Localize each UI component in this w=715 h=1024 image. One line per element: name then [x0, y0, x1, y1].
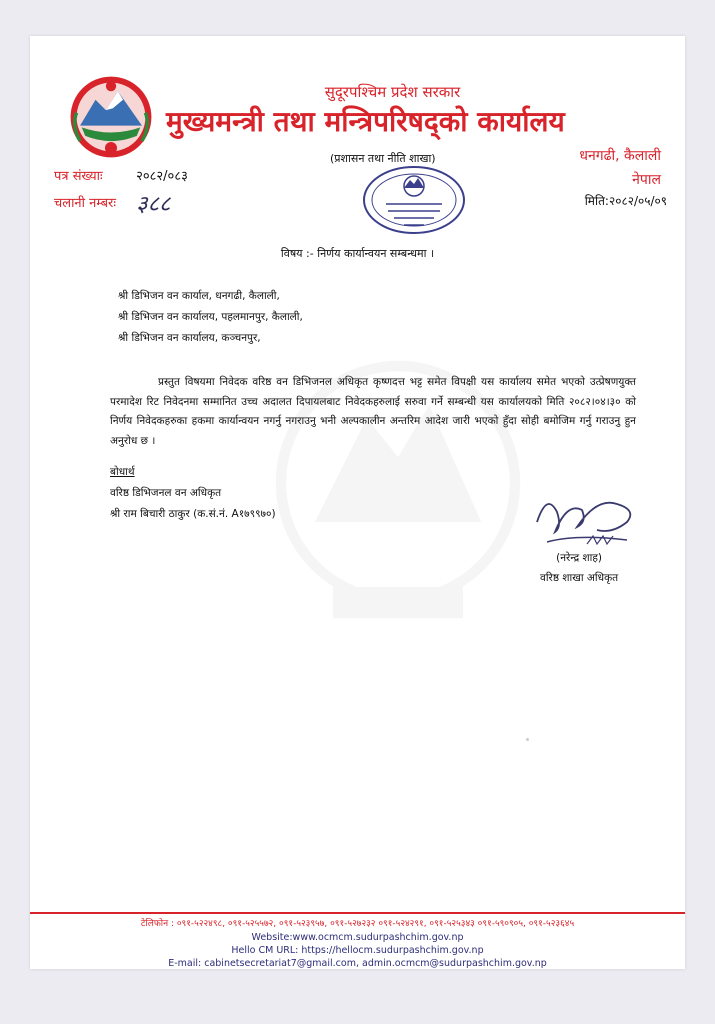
footer-divider [30, 912, 685, 914]
location-country: नेपाल [632, 172, 661, 188]
cc-line: श्री राम बिचारी ठाकुर (क.सं.नं. A१७९९७०) [110, 508, 276, 520]
footer-phones: टेलिफोन : ०९१-५२२४९८, ०९१-५२५५७२, ०९१-५२३९५७, ०९१-५२७२३२ ०९१-५२४२९१, ०९१-५२५३४३ ०९१-५९०९०५, ०९१-५२३६४५ [140, 919, 575, 929]
signature-image [527, 482, 647, 552]
cc-heading: बोधार्थ [110, 466, 135, 478]
speck [526, 738, 529, 741]
dispatch-number-value: ३८८ [136, 192, 171, 217]
signatory [540, 548, 618, 588]
office-title: मुख्यमन्त्री तथा मन्त्रिपरिषद्को कार्यालय [166, 105, 565, 138]
recipient-item: श्री डिभिजन वन कार्यालय, कञ्चनपुर, [118, 332, 261, 344]
letter-number [54, 166, 188, 184]
footer-email: E-mail: cabinetsecretariat7@gmail.com, admin.ocmcm@sudurpashchim.gov.np [168, 958, 547, 969]
signatory-title: वरिष्ठ शाखा अधिकृत [540, 572, 619, 584]
letter-number-value: २०८२/०८३ [136, 169, 188, 184]
footer-website: Website:www.ocmcm.sudurpashchim.gov.np [251, 932, 464, 943]
cc-line: वरिष्ठ डिभिजनल वन अधिकृत [110, 487, 222, 499]
official-seal-icon [360, 164, 468, 236]
dispatch-number-label: चलानी नम्बरः [54, 195, 116, 211]
dispatch-number [54, 188, 170, 218]
letter-body [110, 373, 636, 451]
recipient-item: श्री डिभिजन वन कार्याल, धनगढी, कैलाली, [118, 290, 280, 302]
cc-section [110, 462, 276, 525]
signatory-name: (नरेन्द्र शाह) [556, 552, 603, 564]
footer [30, 918, 685, 969]
recipient-item: श्री डिभिजन वन कार्यालय, पहलमानपुर, कैलाली, [118, 311, 303, 323]
letter-body-text: प्रस्तुत विषयमा निवेदक वरिष्ठ वन डिभिजनल अधिकृत कृष्णदत्त भट्ट समेत विपक्षी यस कार्यालय समेत भएको उत्प्रेषणयुक्त परमादेश रिट निवेदनमा सम्मानित उच्च अदालत दिपायलबाट निवेदकहरुलाई सरुवा गर्ने सम्बन्धी यस कार्यालयको मिति २०८२।०४।३० को निर्णय निवेदकहरुका हकमा कार्यान्वयन नगर्नु नगराउनु भनी अल्पकालीन अन्तरिम आदेश जारी भएको हुँदा सोही बमोजिम गर्नु गराउनु हुन अनुरोध छ । [110, 376, 636, 447]
letter-subject: विषय :- निर्णय कार्यान्वयन सम्बन्धमा । [280, 247, 435, 260]
province-name: सुदूरपश्चिम प्रदेश सरकार [324, 83, 461, 101]
location-city: धनगढी, कैलाली [579, 148, 661, 164]
letter-number-label: पत्र संख्याः [54, 169, 103, 184]
letter-page [30, 36, 685, 969]
branch-name: (प्रशासन तथा नीति शाखा) [330, 152, 436, 165]
recipient-list [118, 286, 303, 349]
footer-hello-cm: Hello CM URL: https://hellocm.sudurpashchim.gov.np [231, 945, 484, 956]
letter-date: मिति:२०८२/०५/०९ [584, 194, 667, 208]
